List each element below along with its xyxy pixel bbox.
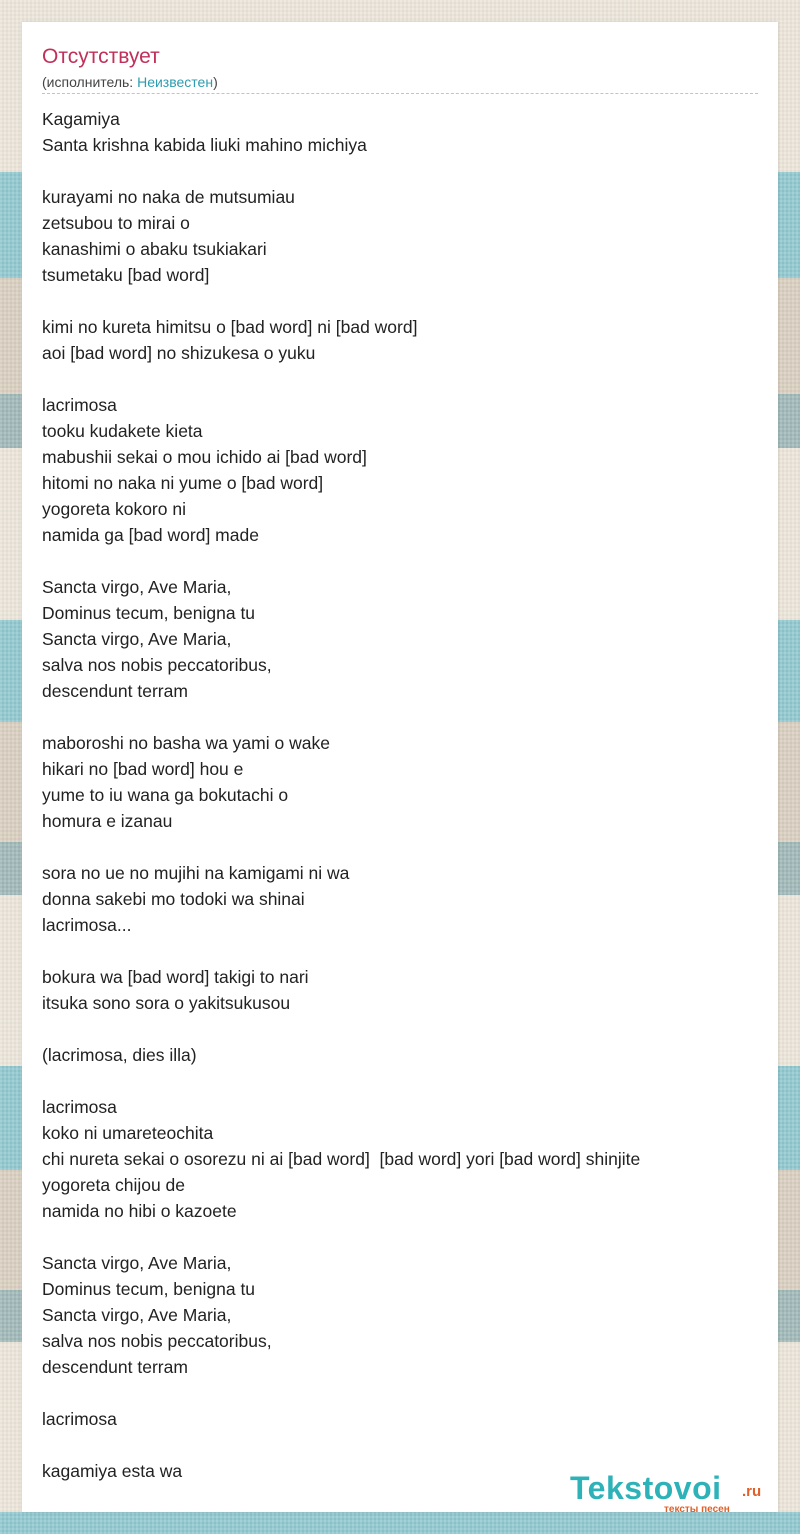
lyric-line: Sancta virgo, Ave Maria, <box>42 577 232 597</box>
lyric-line <box>42 834 762 860</box>
lyric-line: descendunt terram <box>42 681 188 701</box>
lyric-line: kurayami no naka de mutsumiau <box>42 187 295 207</box>
lyric-line: Dominus tecum, benigna tu <box>42 603 256 623</box>
song-title: Отсутствует <box>42 45 160 68</box>
lyric-line <box>42 548 762 574</box>
lyric-line: Santa krishna kabida liuki mahino michiya <box>42 135 367 155</box>
site-logo[interactable] <box>570 1470 774 1515</box>
lyric-line: donna sakebi mo todoki wa shinai <box>42 889 305 909</box>
lyric-line: hitomi no naka ni yume o [bad word] <box>42 473 324 493</box>
lyric-line <box>42 288 762 314</box>
lyrics-card <box>22 22 778 1515</box>
lyric-line: kanashimi o abaku tsukiakari <box>42 239 267 259</box>
lyric-line: zetsubou to mirai o <box>42 213 190 233</box>
artist-suffix: ) <box>213 74 218 90</box>
lyric-line: Sancta virgo, Ave Maria, <box>42 629 232 649</box>
title-divider <box>42 93 758 94</box>
lyric-line <box>42 704 762 730</box>
lyric-line: descendunt terram <box>42 1357 188 1377</box>
lyric-line: homura e izanau <box>42 811 173 831</box>
lyric-line: aoi [bad word] no shizukesa o yuku <box>42 343 316 363</box>
lyric-line: koko ni umareteochita <box>42 1123 214 1143</box>
artist-link[interactable]: Неизвестен <box>137 74 214 90</box>
lyric-line: lacrimosa... <box>42 915 132 935</box>
lyric-line <box>42 938 762 964</box>
lyric-line: itsuka sono sora o yakitsukusou <box>42 993 291 1013</box>
lyric-line <box>42 1224 762 1250</box>
lyric-line: sora no ue no mujihi na kamigami ni wa <box>42 863 350 883</box>
lyric-line <box>42 1016 762 1042</box>
lyric-line: Kagamiya <box>42 109 120 129</box>
lyric-line <box>42 1380 762 1406</box>
lyric-line: Dominus tecum, benigna tu <box>42 1279 256 1299</box>
artist-prefix: (исполнитель: <box>42 74 138 90</box>
lyric-line: kagamiya esta wa <box>42 1461 183 1481</box>
logo-tld: .ru <box>742 1483 762 1500</box>
lyric-line: Sancta virgo, Ave Maria, <box>42 1253 232 1273</box>
lyric-line <box>42 1432 762 1458</box>
lyric-line: tsumetaku [bad word] <box>42 265 210 285</box>
logo-tagline: тексты песен <box>664 1504 730 1515</box>
lyric-line <box>42 1068 762 1094</box>
lyric-line: Sancta virgo, Ave Maria, <box>42 1305 232 1325</box>
lyric-line <box>42 366 762 392</box>
lyric-line: yume to iu wana ga bokutachi o <box>42 785 289 805</box>
lyric-line: lacrimosa <box>42 395 117 415</box>
artist-line <box>42 73 218 91</box>
lyric-line <box>42 158 762 184</box>
logo-name: Tekstovoi <box>570 1470 722 1506</box>
lyrics-text <box>42 106 762 1484</box>
lyric-line: yogoreta kokoro ni <box>42 499 186 519</box>
lyric-line: namida no hibi o kazoete <box>42 1201 237 1221</box>
lyric-line: salva nos nobis peccatoribus, <box>42 655 272 675</box>
lyric-line: yogoreta chijou de <box>42 1175 186 1195</box>
lyric-line: kimi no kureta himitsu o [bad word] ni [bad word] <box>42 317 418 337</box>
lyric-line: lacrimosa <box>42 1409 117 1429</box>
lyric-line: salva nos nobis peccatoribus, <box>42 1331 272 1351</box>
lyric-line: hikari no [bad word] hou e <box>42 759 244 779</box>
lyric-line: maboroshi no basha wa yami o wake <box>42 733 330 753</box>
lyric-line: bokura wa [bad word] takigi to nari <box>42 967 309 987</box>
lyric-line: tooku kudakete kieta <box>42 421 203 441</box>
lyric-line: namida ga [bad word] made <box>42 525 259 545</box>
lyric-line: lacrimosa <box>42 1097 117 1117</box>
lyric-line: chi nureta sekai o osorezu ni ai [bad word] [bad word] yori [bad word] shinjite <box>42 1149 641 1169</box>
lyric-line: mabushii sekai o mou ichido ai [bad word] <box>42 447 367 467</box>
lyric-line: (lacrimosa, dies illa) <box>42 1045 197 1065</box>
